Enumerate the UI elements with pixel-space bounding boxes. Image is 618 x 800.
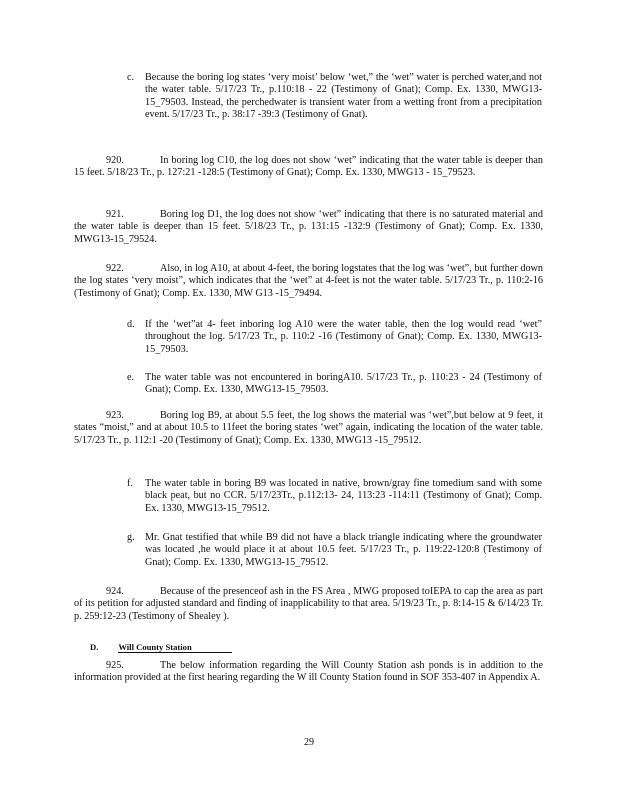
paragraph-925 [74,660,543,685]
subparagraph-e [127,372,542,397]
paragraph-920 [74,155,543,180]
subparagraph-letter: f. [127,478,133,489]
subparagraph-text: The water table in boring B9 was located in native, brown/gray fine tomedium sand with some black peat, but no CCR. 5/17/23Tr., p.112:13- 24, 113:23 -114:11 (Testimony of Gnat); Comp. Ex. 1330, MWG13-15_79512. [145,478,542,514]
subparagraph-text: The water table was not encountered in boringA10. 5/17/23 Tr., p. 110:23 - 24 (Testimony of Gnat); Comp. Ex. 1330, MWG13-15_79503. [145,372,542,396]
paragraph-923 [74,410,543,447]
paragraph-number: 920. [106,155,124,166]
section-heading-letter: D. [90,642,99,652]
paragraph-number: 925. [106,660,124,671]
subparagraph-f [127,478,542,515]
subparagraph-d [127,319,542,356]
paragraph-number: 922. [106,263,124,274]
paragraph-924 [74,586,543,623]
subparagraph-letter: g. [127,532,135,543]
paragraph-text: Because of the presenceof ash in the FS Area , MWG proposed toIEPA to cap the area as part of its petition for adjusted standard and finding of inapplicability to that area. 5/19/23 Tr., p. 8:14-15 & 6/14/23 Tr. p. 259:12-23 (Testimony of Shealey ). [74,586,543,622]
paragraph-number: 921. [106,209,124,220]
paragraph-text: The below information regarding the Will County Station ash ponds is in addition to the information provided at the first hearing regarding the W ill County Station found in SOF 353-407 in Appendix A. [74,660,543,684]
subparagraph-text: Mr. Gnat testified that while B9 did not have a black triangle indicating where the groundwater was located ,he would place it at about 10.5 feet. 5/17/23 Tr., p. 119:22-120:8 (Testimony of Gnat); Comp. Ex. 1330, MWG13-15_79512. [145,532,542,568]
subparagraph-letter: e. [127,372,135,383]
subparagraph-letter: d. [127,319,135,330]
subparagraph-c [127,72,542,122]
paragraph-text: Boring log D1, the log does not show ‘wet” indicating that there is no saturated material and the water table is deeper than 15 feet. 5/18/23 Tr., p. 131:15 -132:9 (Testimony of Gnat); Comp. Ex. 1330, MWG13-15_79524. [74,209,543,245]
subparagraph-letter: c. [127,72,135,83]
paragraph-number: 923. [106,410,124,421]
paragraph-text: Boring log B9, at about 5.5 feet, the log shows the material was ‘wet”,but below at 9 feet, it states “moist,” and at about 10.5 to 11feet the boring states ‘wet” again, indicating the location of the water table. 5/17/23 Tr., p. 112:1 -20 (Testimony of Gnat); Comp. Ex. 1330, MWG13 -15_79512. [74,410,543,446]
section-heading-title: Will County Station [118,642,231,653]
subparagraph-text: If the ‘wet”at 4- feet inboring log A10 were the water table, then the log would read ‘wet” throughout the log. 5/17/23 Tr., p. 110:2 -16 (Testimony of Gnat); Comp. Ex. 1330, MWG13-15_79503. [145,319,542,355]
page-number: 29 [304,737,314,748]
subparagraph-text: Because the boring log states ‘very moist’ below ‘wet,” the ‘wet” water is perched water,and not the water table. 5/17/23 Tr., p.110:18 - 22 (Testimony of Gnat); Comp. Ex. 1330, MWG13-15_79503. Instead, the perchedwater is transient water from a wetting front from a precipitation event. 5/17/23 Tr., p. 38:17 -39:3 (Testimony of Gnat). [145,72,542,121]
paragraph-921 [74,209,543,246]
subparagraph-g [127,532,542,569]
section-heading [90,642,232,652]
paragraph-text: Also, in log A10, at about 4-feet, the boring logstates that the log was ‘wet”, but further down the log states ‘very moist”, which indicates that the ‘wet” at 4-feet is not the water table. 5/17/23 Tr., p. 110:2-16 (Testimony of Gnat); Comp. Ex. 1330, MW G13 -15_79494. [74,263,543,299]
paragraph-922 [74,263,543,300]
paragraph-number: 924. [106,586,124,597]
paragraph-text: In boring log C10, the log does not show ‘wet” indicating that the water table is deeper than 15 feet. 5/18/23 Tr., p. 127:21 -128:5 (Testimony of Gnat); Comp. Ex. 1330, MWG13 - 15_79523. [74,155,543,179]
